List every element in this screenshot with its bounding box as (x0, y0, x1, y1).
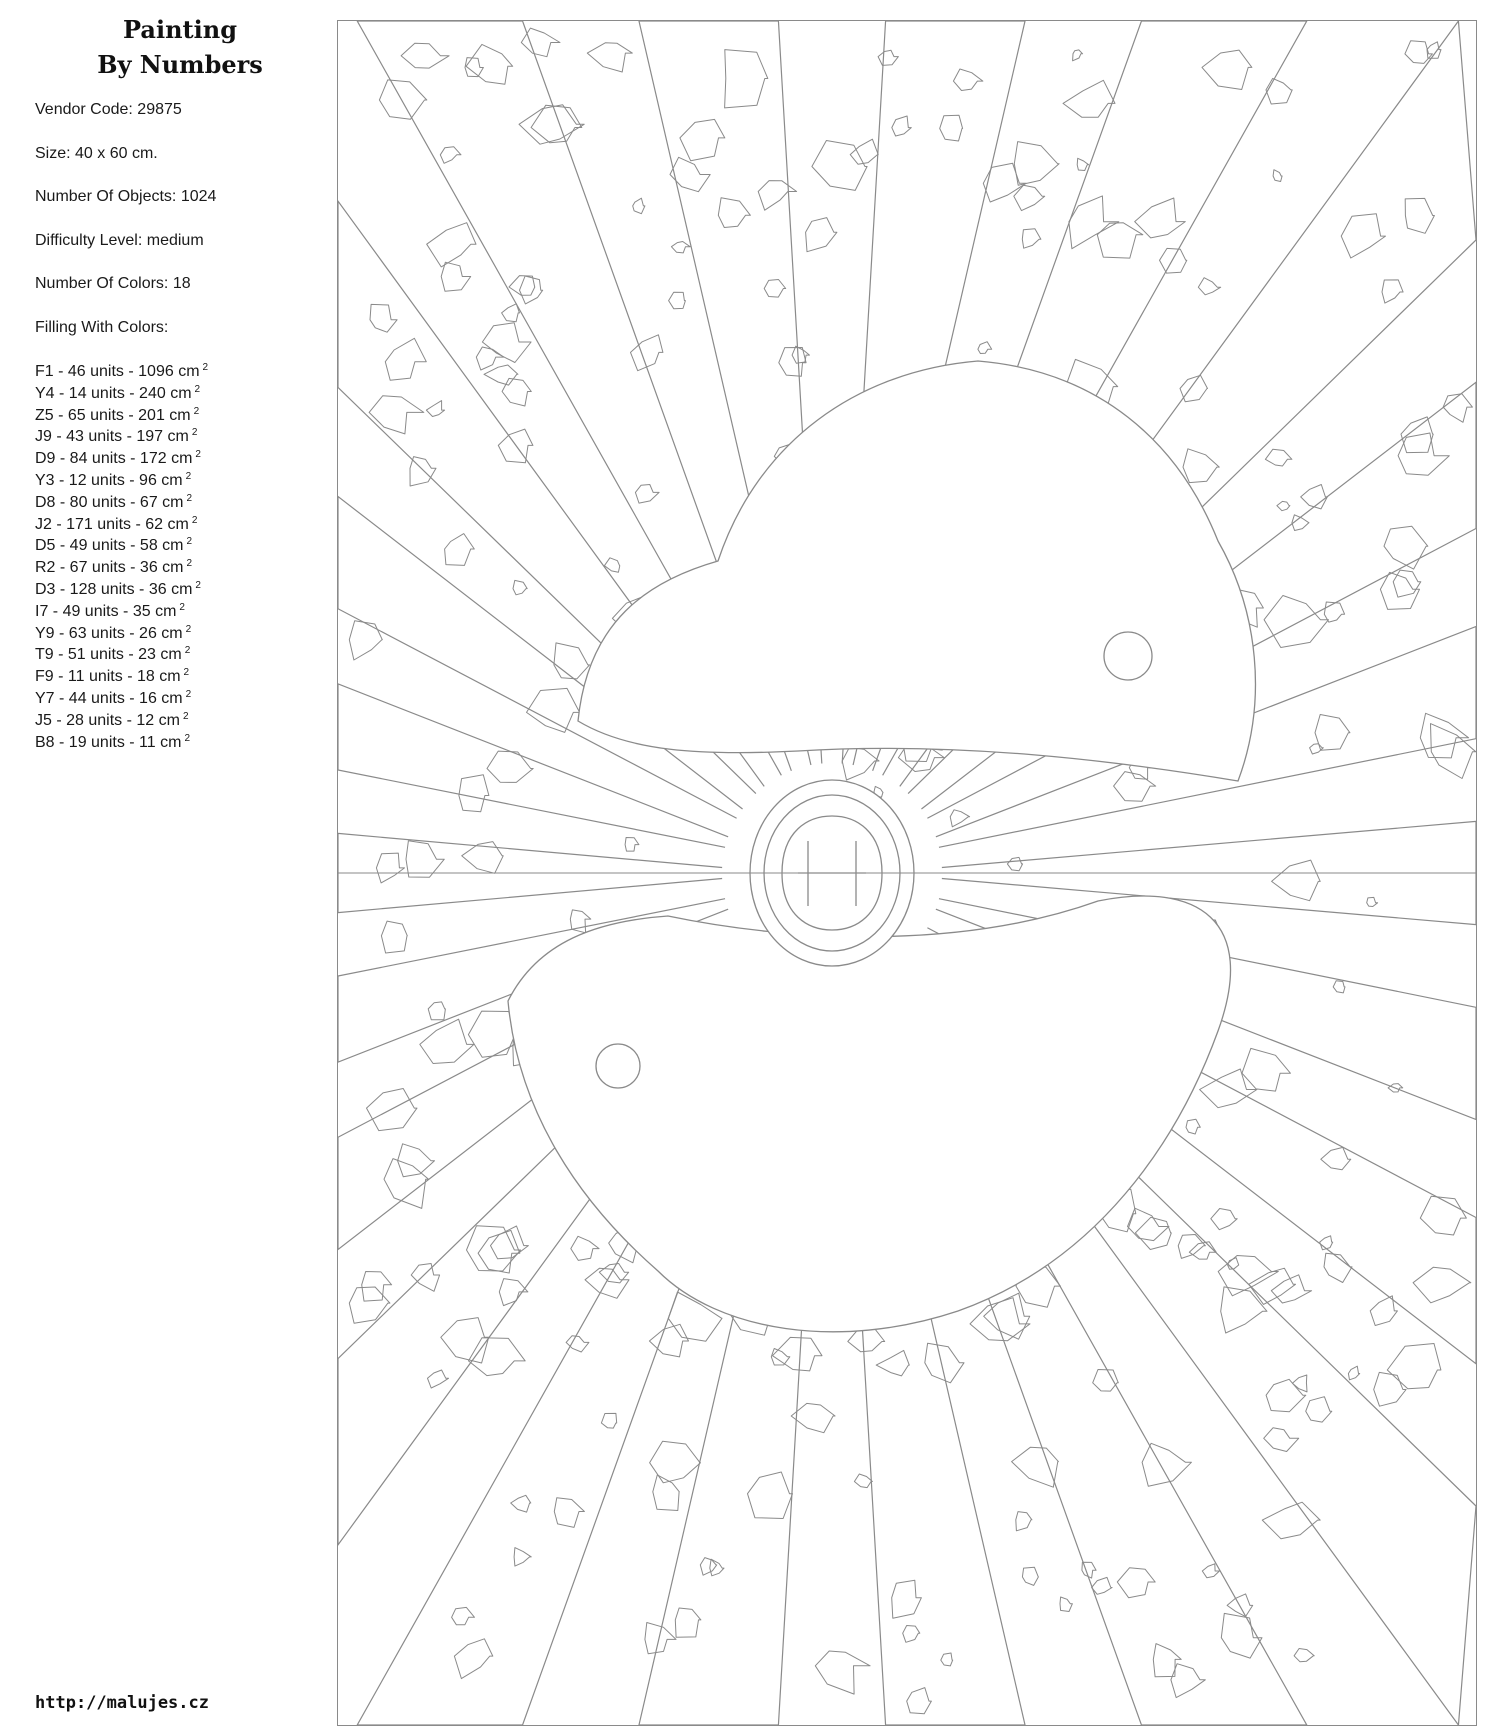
texture-patch (369, 396, 424, 434)
texture-patch (978, 342, 992, 354)
texture-patch (1211, 1209, 1237, 1230)
texture-patch (1292, 1375, 1307, 1392)
palette-item-label: D5 - 49 units - 58 cm (35, 537, 184, 555)
texture-patch (1367, 897, 1378, 906)
palette-item-label: F1 - 46 units - 1096 cm (35, 363, 200, 380)
area-unit-superscript: 2 (202, 362, 209, 373)
texture-patch (521, 28, 560, 57)
texture-patch (764, 280, 786, 298)
texture-patch (411, 1264, 439, 1292)
palette-item-label: R2 - 67 units - 36 cm (35, 559, 184, 577)
texture-patch (502, 378, 531, 406)
texture-patch (428, 1370, 449, 1388)
texture-patch (1271, 1275, 1311, 1303)
difficulty-level: Difficulty Level: medium (35, 231, 204, 249)
texture-patch (1228, 1258, 1239, 1270)
texture-patch (633, 198, 645, 214)
texture-patch (370, 304, 397, 332)
texture-patch (1265, 449, 1292, 466)
texture-patch (527, 688, 580, 732)
texture-patch (1198, 278, 1220, 295)
area-unit-superscript: 2 (185, 623, 192, 635)
texture-patch (445, 534, 475, 566)
central-rosette (508, 361, 1255, 1332)
texture-patch (1128, 1208, 1169, 1240)
area-unit-superscript: 2 (186, 536, 193, 548)
texture-patch (649, 1324, 688, 1357)
texture-patch (1117, 1568, 1155, 1598)
texture-patch (441, 262, 471, 291)
texture-patch (478, 1230, 520, 1273)
texture-patch (670, 157, 710, 191)
texture-patch (1060, 1597, 1072, 1612)
area-unit-superscript: 2 (185, 688, 192, 700)
texture-patch (1014, 185, 1045, 210)
palette-item (35, 510, 208, 532)
texture-patch (1427, 42, 1441, 59)
texture-patch (842, 747, 879, 780)
brand-title-line-1: Painting (123, 15, 237, 44)
texture-patch (625, 838, 639, 852)
palette-item (35, 531, 208, 553)
texture-patch (671, 242, 690, 253)
texture-patch (1186, 1119, 1200, 1134)
texture-patch (1301, 485, 1328, 509)
area-unit-superscript: 2 (185, 470, 192, 482)
palette-item (35, 575, 208, 597)
texture-patch (426, 401, 444, 417)
texture-patch (725, 50, 768, 108)
texture-patch (1093, 1370, 1119, 1392)
texture-patch (420, 1019, 474, 1063)
canvas-size: Size: 40 x 60 cm. (35, 144, 158, 162)
texture-patch (1218, 1256, 1278, 1296)
texture-patch (645, 1623, 676, 1654)
texture-patch (1022, 1567, 1038, 1585)
texture-patch (1014, 142, 1059, 186)
texture-patch (907, 1688, 932, 1714)
texture-patch (362, 1272, 392, 1302)
palette-item-label: D8 - 80 units - 67 cm (35, 493, 184, 511)
area-unit-superscript: 2 (182, 710, 189, 722)
palette-item (35, 488, 208, 510)
palette-item (35, 597, 208, 619)
texture-patch (1135, 1217, 1171, 1249)
palette-item-label: J2 - 171 units - 62 cm (35, 515, 189, 533)
palette-item-label: D3 - 128 units - 36 cm (35, 580, 193, 598)
texture-patch (1443, 394, 1472, 423)
texture-patch (1016, 1512, 1032, 1531)
texture-patch (773, 1337, 823, 1371)
texture-patch (1135, 198, 1186, 238)
texture-patch (1262, 1502, 1320, 1539)
left-bolt (596, 1044, 640, 1088)
palette-item (35, 553, 208, 575)
palette-item (35, 379, 208, 401)
palette-item (35, 706, 208, 728)
texture-patch (1142, 1443, 1191, 1486)
texture-patch (878, 50, 898, 65)
palette-item-label: I7 - 49 units - 35 cm (35, 602, 177, 620)
texture-patch (1007, 857, 1022, 870)
texture-patch (1183, 449, 1219, 483)
palette-item (35, 444, 208, 466)
texture-patch (1097, 223, 1143, 258)
texture-patch (1420, 713, 1468, 758)
texture-patch (1321, 1147, 1351, 1169)
texture-patch (815, 1651, 870, 1694)
texture-patch (452, 1607, 475, 1624)
palette-item (35, 619, 208, 641)
texture-patch (669, 292, 686, 309)
upper-shield-outline (578, 361, 1255, 781)
texture-patch (903, 1626, 920, 1643)
website-url[interactable]: http://malujes.cz (35, 1693, 209, 1713)
brand-title (90, 12, 270, 82)
texture-patch (379, 80, 426, 119)
texture-patch (554, 1498, 584, 1528)
texture-patch (601, 1413, 616, 1428)
texture-patch (1315, 715, 1350, 751)
texture-patch (1153, 1644, 1181, 1677)
texture-patch (1264, 1428, 1299, 1452)
texture-patch (1242, 1048, 1290, 1091)
texture-patch (812, 141, 867, 191)
texture-patch (376, 853, 404, 883)
texture-patch (1324, 602, 1344, 622)
texture-patch (1370, 1296, 1397, 1326)
area-unit-superscript: 2 (191, 427, 198, 439)
texture-patch (1200, 1069, 1257, 1108)
texture-patch (466, 44, 513, 84)
texture-patch (941, 1653, 953, 1666)
texture-patch (1277, 501, 1290, 510)
texture-patch (1273, 170, 1282, 182)
palette-item-label: B8 - 19 units - 11 cm (35, 733, 182, 751)
palette-item (35, 422, 208, 444)
palette-item-label: F9 - 11 units - 18 cm (35, 668, 181, 686)
palette-item (35, 728, 208, 750)
texture-patch (1266, 1379, 1306, 1411)
area-unit-superscript: 2 (195, 449, 201, 461)
palette-item-label: Z5 - 65 units - 201 cm (35, 406, 191, 424)
palette-item-label: Y3 - 12 units - 96 cm (35, 471, 183, 489)
texture-patch (892, 116, 912, 136)
palette-item (35, 640, 208, 662)
vendor-code: Vendor Code: 29875 (35, 101, 182, 118)
coloring-canvas (337, 20, 1477, 1726)
texture-patch (1382, 280, 1403, 303)
texture-patch (1063, 80, 1115, 117)
texture-patch (953, 69, 983, 91)
texture-patch (1249, 1268, 1296, 1304)
texture-patch (700, 1558, 716, 1576)
area-unit-superscript: 2 (184, 645, 191, 657)
palette-item (35, 357, 208, 379)
area-unit-superscript: 2 (194, 383, 201, 395)
texture-patch (384, 1159, 429, 1209)
lower-disc-outline (508, 896, 1231, 1332)
texture-patch (585, 1268, 629, 1298)
texture-patch (484, 365, 518, 385)
texture-patch (1114, 772, 1156, 802)
texture-patch (1266, 78, 1292, 104)
palette-item-label: Y7 - 44 units - 16 cm (35, 689, 183, 707)
texture-patch (385, 338, 426, 380)
texture-patch (1398, 433, 1449, 475)
texture-patch (1420, 1196, 1466, 1235)
texture-patch (398, 1144, 435, 1177)
texture-patch (1405, 198, 1434, 233)
texture-patch (570, 910, 591, 933)
texture-patch (1272, 860, 1321, 901)
object-count: Number Of Objects: 1024 (35, 188, 217, 205)
texture-patch (441, 1318, 489, 1363)
texture-patch (635, 485, 659, 504)
texture-patch (587, 43, 632, 72)
texture-patch (406, 841, 444, 877)
palette-item-label: Y9 - 63 units - 26 cm (35, 624, 183, 642)
texture-patch (1012, 1447, 1059, 1487)
area-unit-superscript: 2 (186, 492, 193, 504)
color-palette-list (35, 357, 208, 749)
texture-patch (1221, 1287, 1267, 1333)
texture-patch (499, 1279, 528, 1306)
texture-patch (792, 346, 809, 363)
texture-patch (349, 1287, 390, 1323)
texture-patch (892, 1580, 922, 1618)
texture-patch (440, 147, 461, 164)
palette-item (35, 684, 208, 706)
texture-patch (554, 643, 590, 679)
texture-patch (675, 1608, 701, 1637)
palette-item-label: T9 - 51 units - 23 cm (35, 646, 182, 664)
texture-patch (1306, 1397, 1332, 1422)
texture-patch (1073, 50, 1083, 61)
filling-heading: Filling With Colors: (35, 318, 169, 336)
color-count: Number Of Colors: 18 (35, 275, 191, 292)
palette-item-label: Y4 - 14 units - 240 cm (35, 384, 192, 402)
palette-item (35, 466, 208, 488)
brand-title-line-2: By Numbers (97, 50, 263, 79)
palette-item-label: J5 - 28 units - 12 cm (35, 711, 180, 729)
area-unit-superscript: 2 (191, 514, 198, 526)
texture-patch (1160, 248, 1187, 273)
texture-patch (1294, 1649, 1314, 1662)
texture-patch (401, 43, 449, 68)
texture-patch (511, 1495, 531, 1512)
texture-patch (427, 223, 476, 267)
texture-patch (514, 1548, 531, 1567)
area-unit-superscript: 2 (193, 405, 200, 417)
texture-patch (381, 921, 407, 953)
texture-patch (1310, 744, 1324, 754)
texture-patch (1387, 1344, 1441, 1389)
texture-patch (631, 335, 663, 371)
texture-patch (806, 218, 837, 252)
area-unit-superscript: 2 (179, 601, 185, 613)
texture-patch (467, 1226, 521, 1271)
texture-patch (520, 276, 543, 304)
area-unit-superscript: 2 (183, 667, 190, 679)
texture-patch (1380, 572, 1419, 609)
texture-patch (710, 1559, 724, 1576)
texture-patch (1401, 417, 1433, 453)
texture-patch (1221, 1613, 1262, 1658)
texture-patch (1405, 41, 1433, 64)
palette-item-label: J9 - 43 units - 197 cm (35, 428, 189, 446)
texture-patch (1333, 981, 1345, 993)
texture-patch (1348, 1366, 1359, 1380)
palette-item (35, 662, 208, 684)
texture-patch (748, 1472, 793, 1519)
texture-patch (1171, 1664, 1205, 1698)
palette-item (35, 401, 208, 423)
texture-patch (1264, 596, 1328, 648)
area-unit-superscript: 2 (186, 558, 193, 570)
palette-item-label: D9 - 84 units - 172 cm (35, 450, 193, 468)
texture-patch (469, 1338, 526, 1376)
texture-patch (513, 580, 527, 594)
spec-list (35, 98, 216, 359)
line-art-drawing (338, 21, 1476, 1725)
texture-patch (1202, 50, 1252, 89)
texture-patch (502, 304, 520, 322)
texture-patch (519, 105, 584, 144)
texture-patch (1022, 229, 1041, 248)
texture-patch (854, 1474, 872, 1488)
area-unit-superscript: 2 (195, 579, 201, 591)
texture-patch (428, 1002, 445, 1020)
texture-patch (566, 1336, 589, 1352)
texture-patch (791, 1403, 835, 1432)
info-sidebar (0, 0, 330, 1736)
texture-patch (718, 198, 750, 228)
texture-patch (758, 181, 796, 211)
texture-patch (1341, 214, 1385, 258)
texture-patch (680, 119, 725, 160)
texture-patch (459, 775, 489, 812)
texture-patch (487, 751, 533, 782)
texture-patch (1374, 1372, 1406, 1406)
texture-patch (1413, 1267, 1471, 1303)
right-bolt (1104, 632, 1152, 680)
texture-patch (983, 163, 1026, 202)
texture-patch (1189, 1242, 1216, 1259)
texture-patch (1077, 158, 1089, 170)
texture-patch (940, 115, 963, 141)
texture-patch (1384, 526, 1428, 569)
texture-patch (1320, 1236, 1333, 1250)
texture-patch (1393, 570, 1421, 597)
texture-patch (571, 1236, 599, 1260)
texture-patch (876, 1350, 909, 1376)
texture-patch (454, 1639, 492, 1679)
area-unit-superscript: 2 (184, 732, 190, 744)
texture-patch (1092, 1577, 1113, 1594)
texture-patch (1180, 375, 1208, 401)
texture-patch (482, 323, 531, 363)
texture-patch (349, 621, 382, 660)
texture-patch (850, 139, 878, 164)
